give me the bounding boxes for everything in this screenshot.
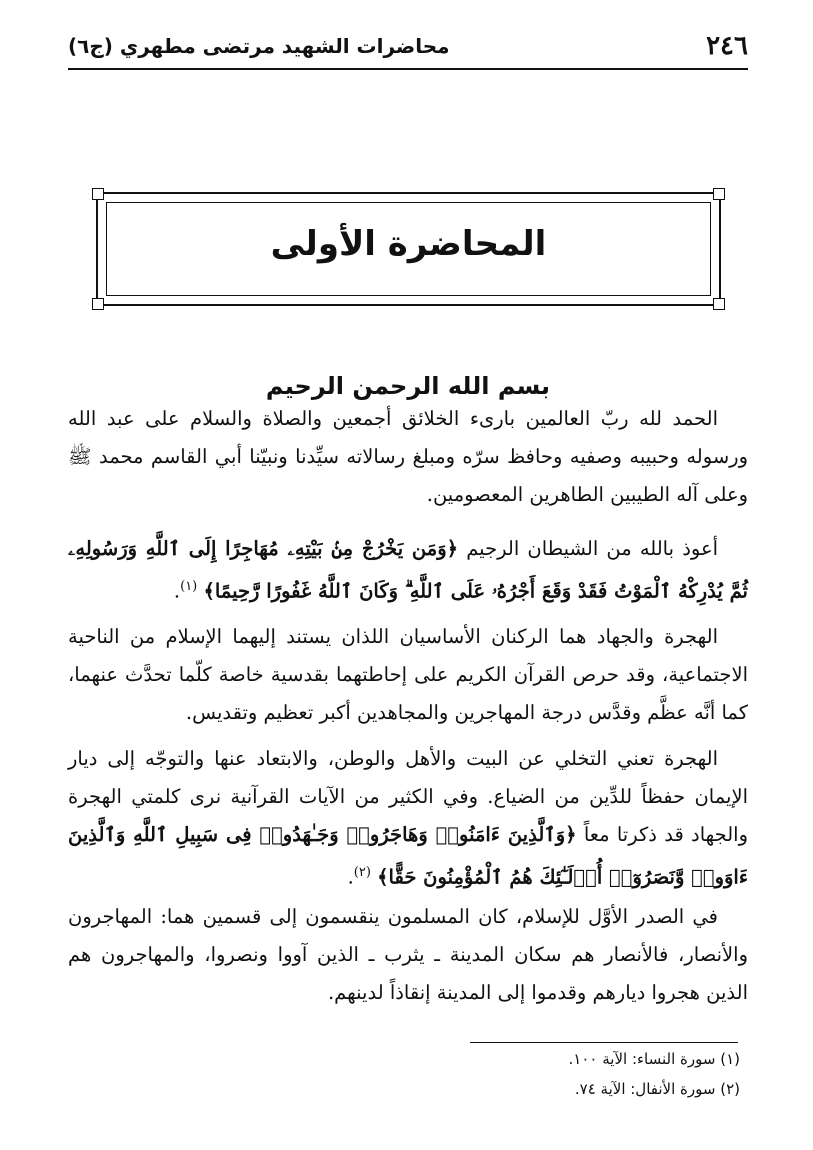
sentence-end: . xyxy=(173,579,181,603)
running-title: محاضرات الشهيد مرتضى مطهري (ج٦) xyxy=(68,34,450,58)
frame-corner-ornament xyxy=(713,188,725,200)
page-number: ٢٤٦ xyxy=(706,31,748,61)
footnote: (١) سورة النساء: الآية ١٠٠. xyxy=(568,1050,740,1068)
paragraph-text: الحمد لله ربّ العالمين بارىء الخلائق أجمعين والصلاة والسلام على عبد الله ورسوله وحبيبه وصفيه وحافظ سرّه ومبلغ رسالاته سيِّدنا ونبيّنا أبي القاسم محمد ﷺ وعلى آله الطيبين الطاهرين المعصومين. xyxy=(68,407,748,506)
footnote-separator xyxy=(470,1042,738,1043)
paragraph-text: الهجرة تعني التخلي عن البيت والأهل والوطن، والابتعاد عنها والتوجّه إلى ديار الإيمان حفظاً للدِّين من الضياع. وفي الكثير من الآيات القرآنية نرى كلمتي الهجرة والجهاد قد ذكرتا معاً xyxy=(68,747,748,846)
paragraph-text: أعوذ بالله من الشيطان الرجيم xyxy=(466,537,718,560)
footnote-reference: (١) xyxy=(180,579,198,594)
paragraph-hijra-jihad xyxy=(68,618,748,732)
paragraph-hijra-meaning xyxy=(68,740,748,897)
lecture-title: المحاضرة الأولى xyxy=(270,224,547,264)
quran-verse: ﴿وَمَن يَخْرُجْ مِنۢ بَيْتِهِۦ مُهَاجِرًا إِلَى ٱللَّهِ وَرَسُولِهِۦ ثُمَّ يُدْرِكْهُ ٱلْمَوْتُ فَقَدْ وَقَعَ أَجْرُهُۥ عَلَى ٱللَّهِ ۗ وَكَانَ ٱللَّهُ غَفُورًا رَّحِيمًا﴾ xyxy=(68,537,748,603)
paragraph-muhajirun-ansar xyxy=(68,898,748,1012)
sentence-end: . xyxy=(347,865,354,889)
page-header xyxy=(68,28,748,64)
paragraph-text: في الصدر الأوَّل للإسلام، كان المسلمون ينقسمون إلى قسمين هما: المهاجرون والأنصار، فالأنصار هم سكان المدينة ـ يثرب ـ الذين آووا ونصروا، والمهاجرون هم الذين هجروا ديارهم وقدموا إلى المدينة إنقاذاً لدينهم. xyxy=(68,905,748,1004)
footnote-reference: (٢) xyxy=(353,865,371,880)
frame-corner-ornament xyxy=(92,298,104,310)
frame-corner-ornament xyxy=(713,298,725,310)
paragraph-isti-adha xyxy=(68,530,748,611)
frame-corner-ornament xyxy=(92,188,104,200)
footnote: (٢) سورة الأنفال: الآية ٧٤. xyxy=(574,1080,740,1098)
paragraph-praise xyxy=(68,400,748,514)
quran-verse: ﴿وَٱلَّذِينَ ءَامَنُوا۟ وَهَاجَرُوا۟ وَجَـٰهَدُوا۟ فِى سَبِيلِ ٱللَّهِ وَٱلَّذِينَ ءَاوَوا۟ وَّنَصَرُوٓا۟ أُو۟لَـٰٓئِكَ هُمُ ٱلْمُؤْمِنُونَ حَقًّا﴾ xyxy=(68,823,748,889)
title-frame xyxy=(96,192,721,306)
paragraph-text: الهجرة والجهاد هما الركنان الأساسيان اللذان يستند إليهما الإسلام من الناحية الاجتماعية، وقد حرص القرآن الكريم على إحاطتهما بقدسية خاصة كلّما تحدَّث عنهما، كما أنَّه عظَّم وقدَّس درجة المهاجرين والمجاهدين أكبر تعظيم وتقديس. xyxy=(68,625,748,724)
basmala-heading: بسم الله الرحمن الرحيم xyxy=(265,372,551,400)
header-rule xyxy=(68,68,748,70)
